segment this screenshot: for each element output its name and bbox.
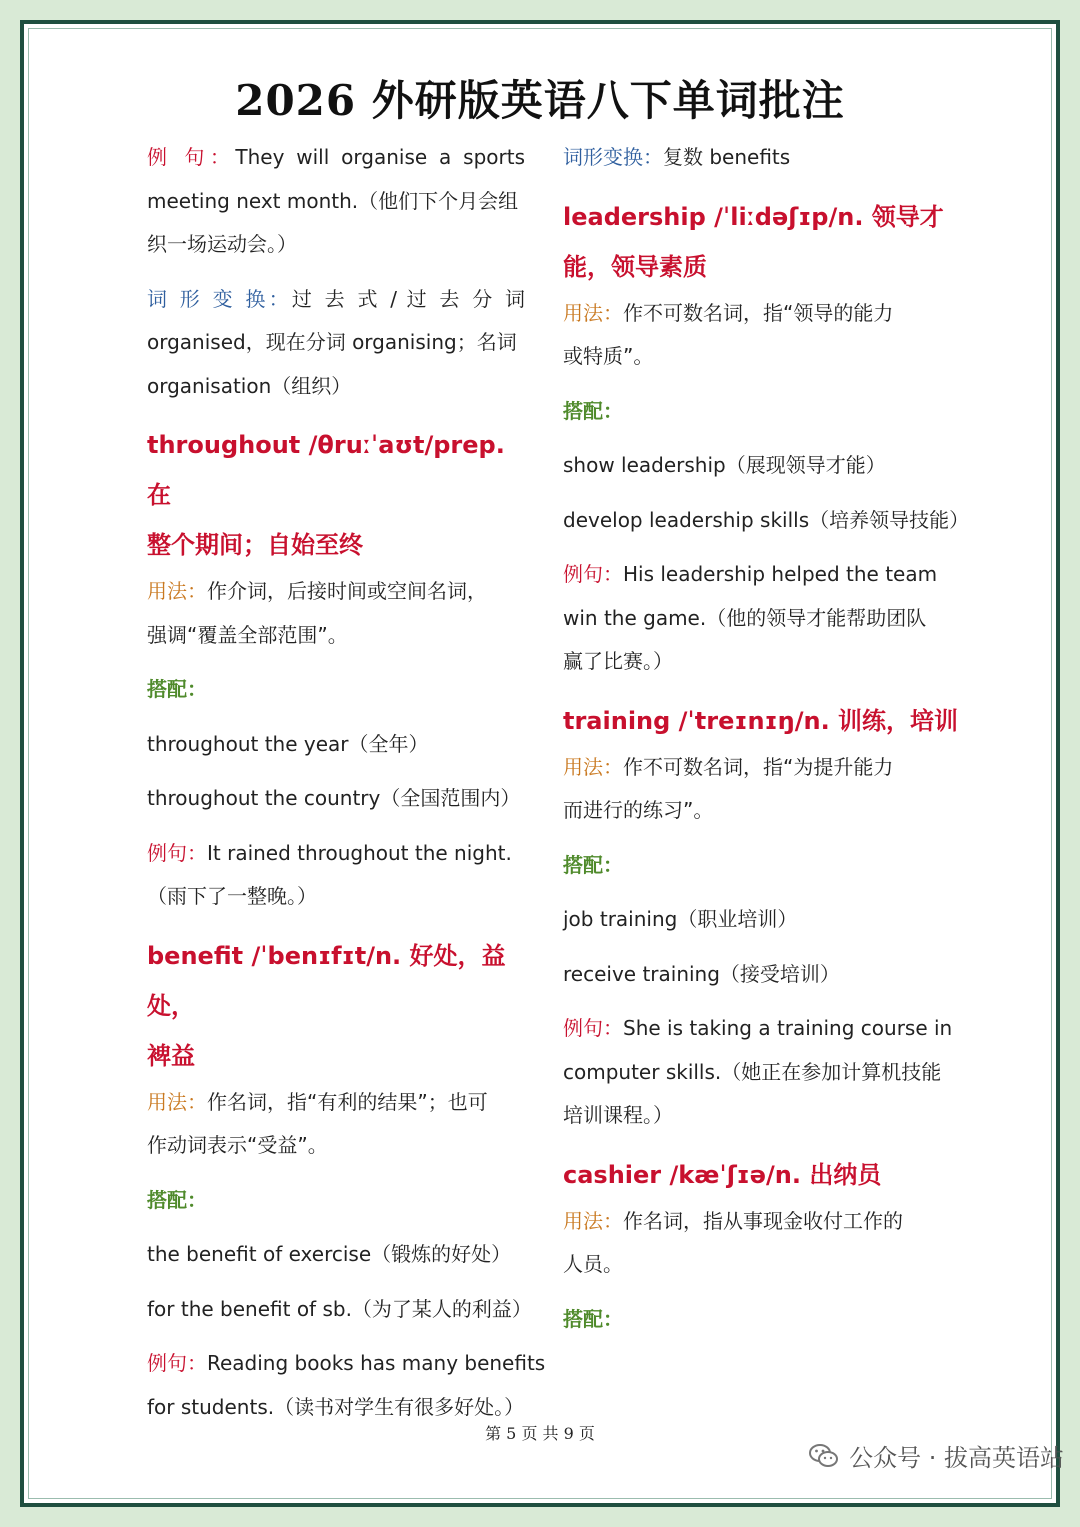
- leadership-example: 例句：His leadership helped the team: [563, 562, 938, 586]
- text-line: 培训课程。）: [563, 1103, 673, 1127]
- text-line: （雨下了一整晚。）: [147, 884, 317, 908]
- text-line: 强调“覆盖全部范围”。: [147, 622, 348, 647]
- usage-label: 用法：: [147, 579, 207, 603]
- text-line: organised，现在分词 organising；名词: [147, 330, 517, 354]
- organise-forms: 词 形 变 换：过 去 式 / 过 去 分 词: [147, 286, 525, 311]
- text-line: 人员。: [563, 1252, 623, 1276]
- watermark: [809, 1438, 1064, 1473]
- organise-example: 例 句：They will organise a sports: [147, 145, 525, 169]
- collocation-item: the benefit of exercise（锻炼的好处）: [147, 1242, 512, 1266]
- training-usage: 用法：作不可数名词，指“为提升能力: [563, 754, 894, 779]
- wechat-icon: [809, 1443, 839, 1469]
- text-line: 赢了比赛。）: [563, 649, 673, 673]
- usage-label: 用法：: [563, 1208, 623, 1233]
- usage-label: 用法：: [147, 1089, 207, 1114]
- example-label: 例句：: [147, 840, 207, 865]
- collocation-item: throughout the year（全年）: [147, 731, 429, 756]
- example-label: 例句：: [147, 1351, 207, 1375]
- collocation-label: 搭配：: [563, 1306, 623, 1331]
- cashier-usage: 用法：作名词，指从事现金收付工作的: [563, 1208, 903, 1233]
- watermark-text: 公众号 · 拔高英语站: [849, 1444, 1064, 1472]
- page-number: 第 5 页 共 9 页: [485, 1424, 595, 1443]
- collocation-item: develop leadership skills（培养领导技能）: [563, 507, 970, 532]
- throughout-example: 例句：It rained throughout the night.: [147, 840, 512, 865]
- text-line: 而进行的练习”。: [563, 798, 714, 822]
- usage-label: 用法：: [563, 300, 623, 325]
- benefit-forms: 词形变换：复数 benefits: [563, 145, 791, 169]
- collocation-item: job training（职业培训）: [563, 907, 798, 931]
- headword-cashier: cashier /kæˈʃɪə/n. 出纳员: [563, 1160, 882, 1189]
- benefit-example: 例句：Reading books has many benefits: [147, 1351, 546, 1375]
- collocation-item: show leadership（展现领导才能）: [563, 453, 886, 477]
- forms-label: 词 形 变 换：: [147, 286, 292, 311]
- collocation-label: 搭配：: [563, 398, 623, 423]
- text-line: 织一场运动会。）: [147, 232, 297, 256]
- text-line: 或特质”。: [563, 344, 654, 368]
- text-line: win the game.（他的领导才能帮助团队: [563, 605, 927, 630]
- leadership-usage: 用法：作不可数名词，指“领导的能力: [563, 300, 894, 325]
- page-title: 2026 外研版英语八下单词批注: [235, 76, 845, 125]
- training-example: 例句：She is taking a training course in: [563, 1016, 953, 1040]
- text-line: meeting next month.（他们下个月会组: [147, 188, 519, 213]
- headword-benefit: benefit /ˈbenɪfɪt/n. 好处，益处， 裨益: [147, 941, 506, 1070]
- example-label: 例 句：: [147, 145, 236, 169]
- collocation-label: 搭配：: [563, 852, 623, 877]
- text-line: for students.（读书对学生有很多好处。）: [147, 1394, 525, 1419]
- text-line: organisation（组织）: [147, 373, 352, 398]
- example-label: 例句：: [563, 562, 623, 586]
- throughout-usage: 用法：作介词，后接时间或空间名词，: [147, 579, 487, 603]
- collocation-label: 搭配：: [147, 1187, 207, 1212]
- collocation-label: 搭配：: [147, 677, 207, 701]
- benefit-usage: 用法：作名词，指“有利的结果”；也可: [147, 1089, 488, 1114]
- text-line: 作动词表示“受益”。: [147, 1133, 328, 1157]
- collocation-item: receive training（接受培训）: [563, 961, 840, 986]
- right-column: [563, 136, 983, 1341]
- left-column: [147, 136, 546, 1429]
- collocation-item: for the benefit of sb.（为了某人的利益）: [147, 1296, 532, 1321]
- headword-training: training /ˈtreɪnɪŋ/n. 训练，培训: [563, 706, 959, 735]
- forms-label: 词形变换：: [563, 145, 663, 169]
- example-label: 例句：: [563, 1016, 623, 1040]
- text-line: computer skills.（她正在参加计算机技能: [563, 1059, 942, 1084]
- usage-label: 用法：: [563, 754, 623, 779]
- headword-leadership: leadership /ˈliːdəʃɪp/n. 领导才 能，领导素质: [563, 202, 944, 281]
- headword-throughout: throughout /θruːˈaʊt/prep. 在 整个期间；自始至终: [147, 431, 505, 559]
- document-page: [20, 20, 1060, 1507]
- collocation-item: throughout the country（全国范围内）: [147, 786, 521, 810]
